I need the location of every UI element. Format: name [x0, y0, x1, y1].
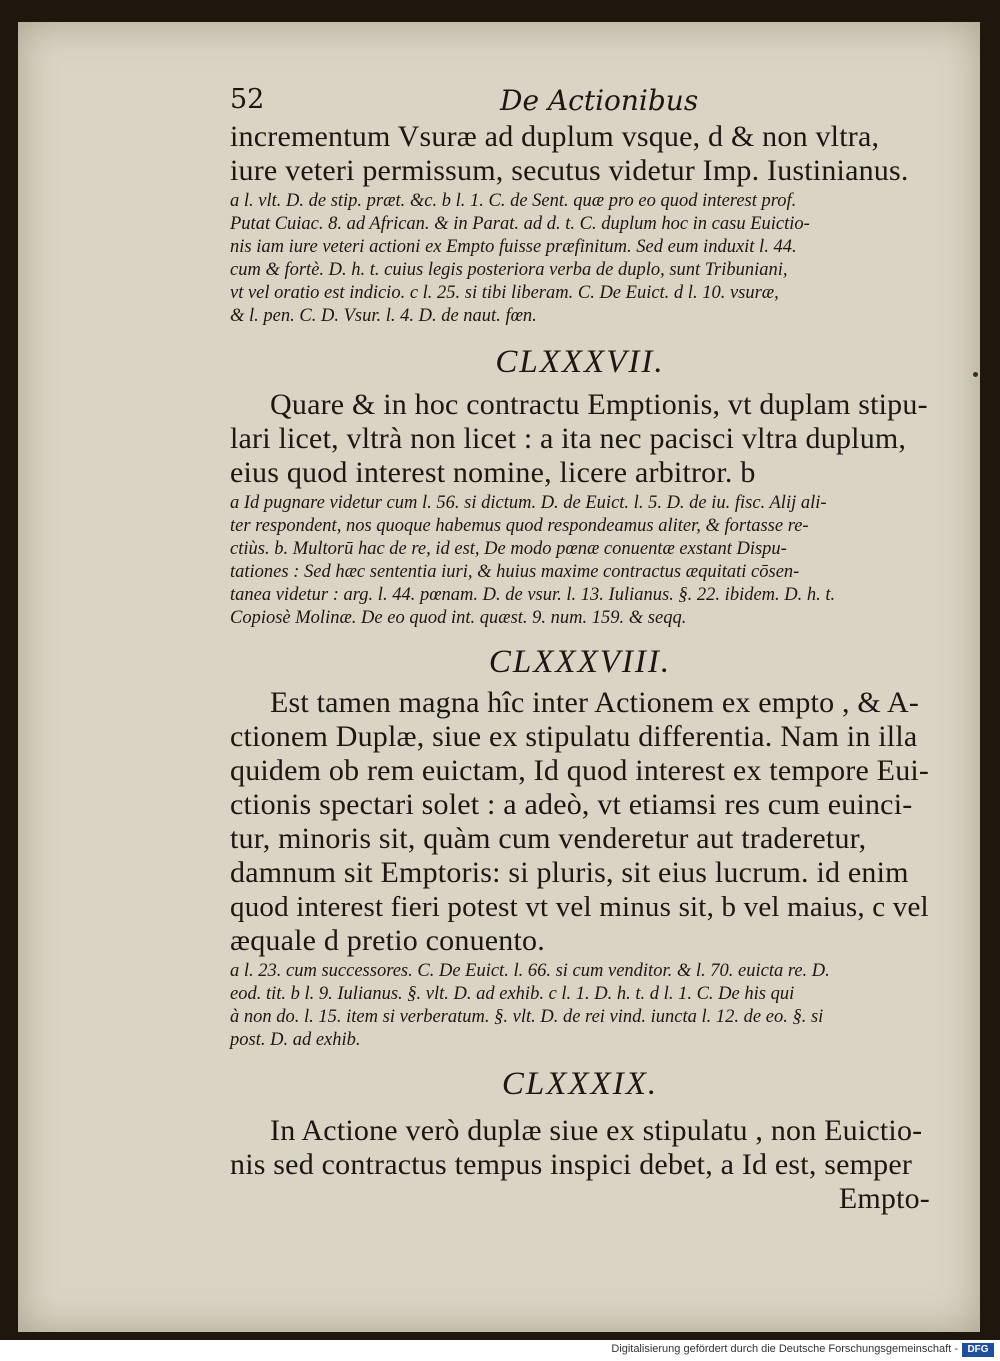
footnote-line: Putat Cuiac. 8. ad African. & in Parat. ad d. t. C. duplum hoc in casu Euictio- — [230, 214, 810, 234]
paragraph — [230, 1114, 930, 1216]
catchword: Empto- — [838, 1182, 930, 1215]
footer-bar — [0, 1340, 1000, 1361]
footnote-line: Copiosè Molinæ. De eo quod int. quæst. 9. num. 159. & seqq. — [230, 608, 687, 628]
text-line: lari licet, vltrà non licet : a ita nec pacisci vltra duplum, — [230, 422, 907, 455]
text-line: ctionem Duplæ, siue ex stipulatu differentia. Nam in illa — [230, 720, 918, 753]
footnote-line: a l. 23. cum successores. C. De Euict. l. 66. si cum venditor. & l. 70. euicta re. D. — [230, 961, 830, 981]
footnote-line: à non do. l. 15. item si verberatum. §. vlt. D. de rei vind. iuncta l. 12. de eo. §. si — [230, 1007, 824, 1027]
text-line: quidem ob rem euictam, Id quod interest ex tempore Eui- — [230, 754, 930, 787]
text-line: iure veteri permissum, secutus videtur Imp. Iustinianus. — [230, 154, 909, 187]
text-line: Quare & in hoc contractu Emptionis, vt duplam stipu- — [270, 388, 928, 421]
text-line: eius quod interest nomine, licere arbitror. b — [230, 456, 756, 489]
footnotes-block — [230, 190, 930, 328]
footnote-line: vt vel oratio est indicio. c l. 25. si tibi liberam. C. De Euict. d l. 10. vsuræ, — [230, 283, 779, 303]
footer-credit: Digitalisierung gefördert durch die Deutsche Forschungsgemeinschaft - — [611, 1343, 958, 1355]
text-line: Est tamen magna hîc inter Actionem ex empto , & A- — [270, 686, 920, 719]
book-page — [18, 22, 980, 1332]
footnote-line: tanea videtur : arg. l. 44. pœnam. D. de vsur. l. 13. Iulianus. §. 22. ibidem. D. h. t. — [230, 585, 836, 605]
footnote-line: post. D. ad exhib. — [230, 1030, 361, 1050]
footnotes-block — [230, 492, 930, 630]
running-title: De Actionibus — [500, 84, 699, 117]
paragraph — [230, 388, 930, 490]
footnote-line: nis iam iure veteri actioni ex Empto fuisse præfinitum. Sed eum induxit l. 44. — [230, 237, 797, 257]
text-line: ctionis spectari solet : a adeò, vt etiamsi res cum euinci- — [230, 788, 913, 821]
text-line: quod interest fieri potest vt vel minus sit, b vel maius, c vel — [230, 891, 929, 923]
footnote-line: eod. tit. b l. 9. Iulianus. §. vlt. D. ad exhib. c l. 1. D. h. t. d l. 1. C. De his qui — [230, 984, 795, 1004]
page-content — [230, 84, 930, 1216]
text-line: damnum sit Emptoris: si pluris, sit eius lucrum. id enim — [230, 856, 909, 889]
paragraph-continuation — [230, 120, 930, 188]
text-line: tur, minoris sit, quàm cum venderetur aut traderetur, — [230, 822, 867, 855]
footnote-line: ter respondent, nos quoque habemus quod respondeamus aliter, & fortasse re- — [230, 516, 809, 536]
footnote-line: cum & fortè. D. h. t. cuius legis posteriora verba de duplo, sunt Tribuniani, — [230, 260, 788, 280]
section-heading: CLXXXVII. — [495, 344, 665, 380]
page-number: 52 — [230, 84, 265, 115]
section-heading: CLXXXIX. — [501, 1066, 659, 1102]
footnote-line: tationes : Sed hæc sententia iuri, & huius maxime contractus æquitati cōsen- — [230, 562, 800, 582]
ink-speck — [973, 372, 978, 377]
text-line: incrementum Vsuræ ad duplum vsque, d & non vltra, — [230, 120, 880, 153]
text-line: nis sed contractus tempus inspici debet, a Id est, semper — [230, 1148, 913, 1181]
running-head — [230, 84, 930, 120]
paragraph — [230, 686, 930, 958]
text-line: æquale d pretio conuento. — [230, 924, 545, 957]
dfg-logo: DFG — [962, 1343, 994, 1357]
text-line: In Actione verò duplæ siue ex stipulatu , non Euictio- — [270, 1114, 923, 1147]
footnote-line: ctiùs. b. Multorū hac de re, id est, De modo pœnæ conuentæ exstant Dispu- — [230, 539, 787, 559]
footnote-line: a l. vlt. D. de stip. prӕt. &c. b l. 1. C. de Sent. quæ pro eo quod interest prof. — [230, 191, 797, 211]
section-heading: CLXXXVIII. — [488, 644, 672, 680]
footnote-line: & l. pen. C. D. Vsur. l. 4. D. de naut. fœn. — [230, 306, 537, 326]
footnote-line: a Id pugnare videtur cum l. 56. si dictum. D. de Euict. l. 5. D. de iu. fisc. Alij ali- — [230, 493, 827, 513]
footnotes-block — [230, 960, 930, 1052]
